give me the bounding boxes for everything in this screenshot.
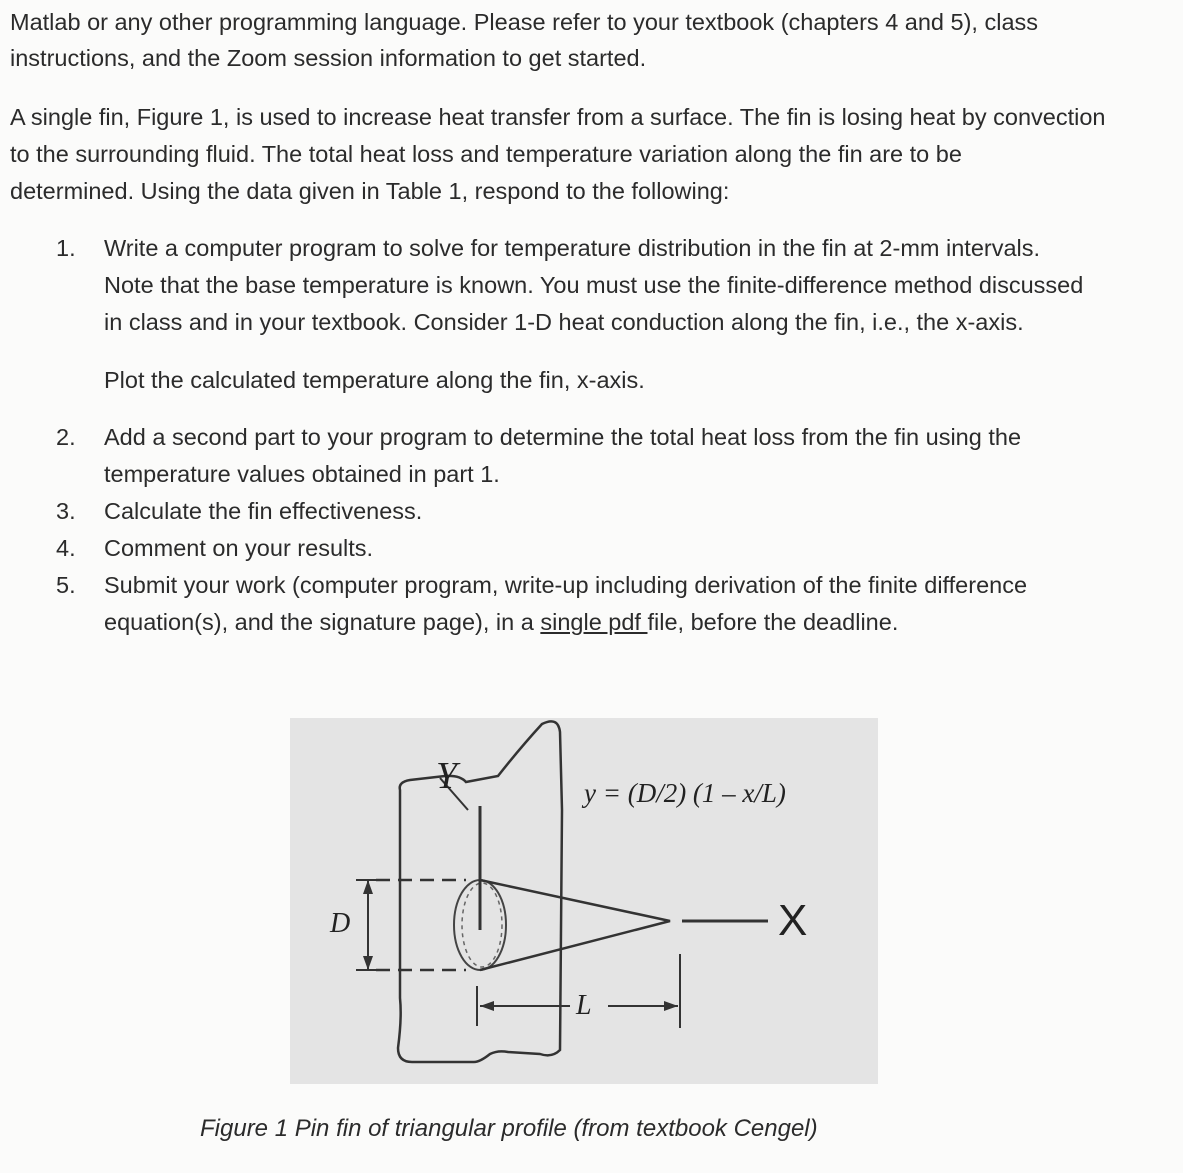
equation-label: y = (D/2) (1 – x/L) bbox=[584, 778, 786, 808]
problem-line-3: determined. Using the data given in Table 1, respond to the following: bbox=[10, 178, 730, 204]
fin-base-ellipse-dashed bbox=[462, 883, 502, 967]
intro-line-1: Matlab or any other programming language. Please refer to your textbook (chapters 4 and 5), class bbox=[10, 9, 1039, 35]
task-4-number: 4. bbox=[56, 535, 76, 561]
task-5-line-1: Submit your work (computer program, write-up including derivation of the finite difference bbox=[104, 572, 1028, 598]
single-pdf-emphasis: single pdf bbox=[540, 609, 648, 635]
task-2-number: 2. bbox=[56, 424, 76, 450]
l-label: L bbox=[576, 990, 592, 1021]
task-2-line-2: temperature values obtained in part 1. bbox=[104, 461, 500, 487]
task-3-line-1: Calculate the fin effectiveness. bbox=[104, 498, 423, 524]
task-5-number: 5. bbox=[56, 572, 76, 598]
task-5-line-2-end: file, before the deadline. bbox=[647, 609, 899, 635]
d-label: D bbox=[330, 908, 351, 939]
task-1-plot-note: Plot the calculated temperature along the fin, x-axis. bbox=[104, 367, 645, 393]
task-2-line-1: Add a second part to your program to determine the total heat loss from the fin using the bbox=[104, 424, 1022, 450]
task-1-line-2: Note that the base temperature is known. You must use the finite-difference method discussed bbox=[104, 272, 1084, 298]
d-arrow-bottom bbox=[363, 956, 373, 970]
task-3-number: 3. bbox=[56, 498, 76, 524]
triangular-fin bbox=[480, 880, 670, 970]
task-4-line-1: Comment on your results. bbox=[104, 535, 374, 561]
l-arrow-right bbox=[664, 1001, 678, 1011]
figure-caption: Figure 1 Pin fin of triangular profile (from textbook Cengel) bbox=[200, 1115, 818, 1142]
l-arrow-left bbox=[480, 1001, 494, 1011]
task-5-line-2 bbox=[104, 607, 898, 637]
pin-fin-figure bbox=[290, 718, 878, 1084]
problem-line-2: to the surrounding fluid. The total heat loss and temperature variation along the fin are to be bbox=[10, 141, 962, 167]
task-1-line-3: in class and in your textbook. Consider 1-D heat conduction along the fin, i.e., the x-axis. bbox=[104, 309, 1024, 335]
x-axis-label: X bbox=[778, 896, 808, 945]
task-1-line-1: Write a computer program to solve for temperature distribution in the fin at 2-mm intervals. bbox=[104, 235, 1041, 261]
task-1-number: 1. bbox=[56, 235, 76, 261]
y-axis-label: Y bbox=[436, 755, 458, 797]
problem-line-1: A single fin, Figure 1, is used to increase heat transfer from a surface. The fin is losing heat by convection bbox=[10, 104, 1106, 130]
task-5-line-2-start: equation(s), and the signature page), in a bbox=[104, 609, 541, 635]
d-arrow-top bbox=[363, 880, 373, 894]
intro-line-2: instructions, and the Zoom session information to get started. bbox=[10, 45, 647, 71]
